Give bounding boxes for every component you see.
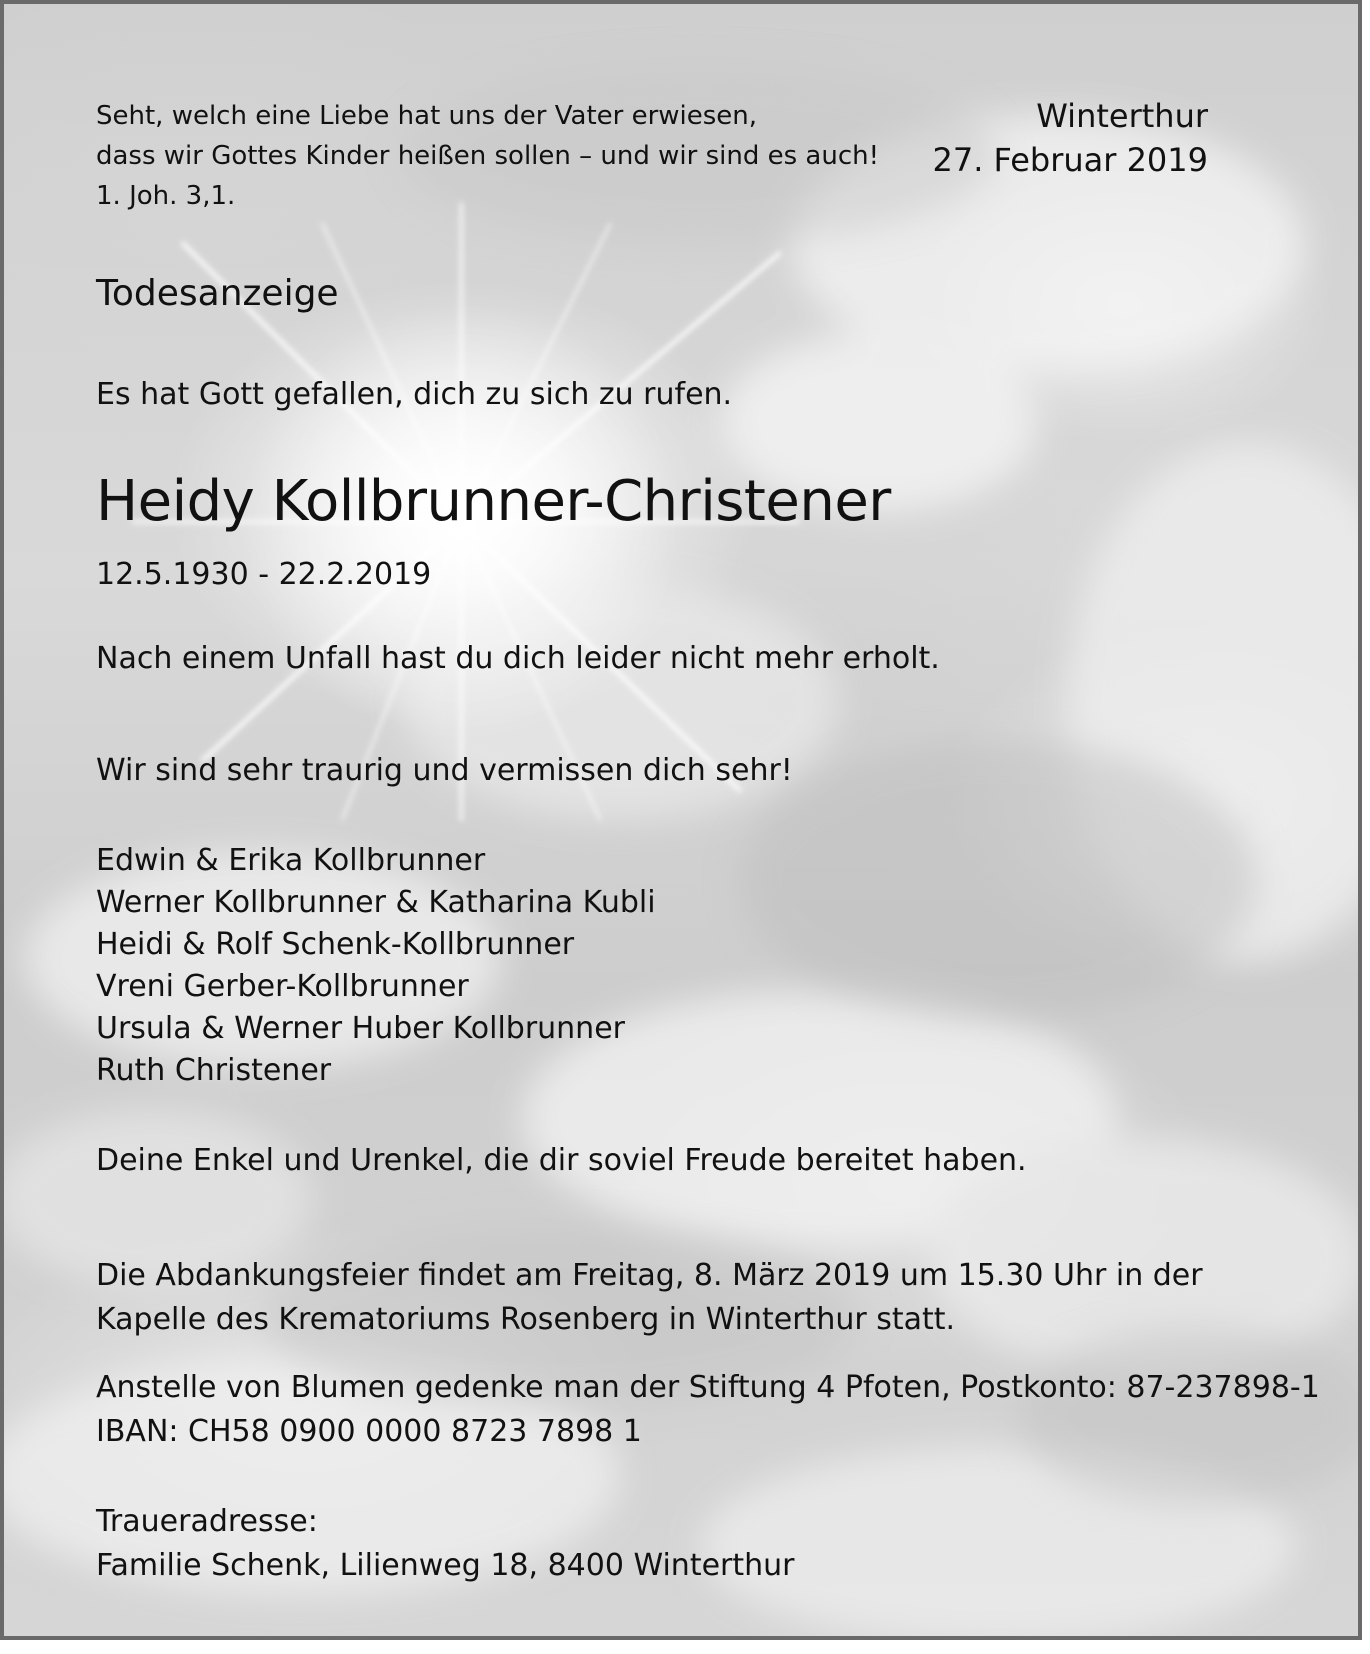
family-member: Edwin & Erika Kollbrunner xyxy=(96,843,486,878)
life-dates: 12.5.1930 - 22.2.2019 xyxy=(96,557,432,592)
grandchildren-text: Deine Enkel und Urenkel, die dir soviel Freude bereitet haben. xyxy=(96,1143,1027,1178)
verse-line-1: Seht, welch eine Liebe hat uns der Vater erwiesen, xyxy=(96,101,758,131)
address-label: Traueradresse: xyxy=(96,1504,318,1539)
accident-text: Nach einem Unfall hast du dich leider nicht mehr erholt. xyxy=(96,641,940,676)
family-member: Werner Kollbrunner & Katharina Kubli xyxy=(96,885,656,920)
notice-date: 27. Februar 2019 xyxy=(932,141,1208,179)
intro-text: Es hat Gott gefallen, dich zu sich zu rufen. xyxy=(96,377,733,412)
place-and-date xyxy=(932,94,1208,182)
bible-verse xyxy=(96,96,879,216)
deceased-name: Heidy Kollbrunner-Christener xyxy=(96,469,891,534)
notice-heading: Todesanzeige xyxy=(96,273,339,314)
address-value: Familie Schenk, Lilienweg 18, 8400 Winterthur xyxy=(96,1548,795,1583)
donation-iban: IBAN: CH58 0900 0000 8723 7898 1 xyxy=(96,1414,642,1449)
family-member: Vreni Gerber-Kollbrunner xyxy=(96,969,469,1004)
donation-line-1: Anstelle von Blumen gedenke man der Stiftung 4 Pfoten, Postkonto: 87-237898-1 xyxy=(96,1370,1320,1405)
mourning-address xyxy=(96,1500,795,1588)
mourning-text: Wir sind sehr traurig und vermissen dich sehr! xyxy=(96,753,793,788)
family-member: Heidi & Rolf Schenk-Kollbrunner xyxy=(96,927,575,962)
place: Winterthur xyxy=(1036,97,1208,135)
service-info xyxy=(96,1254,1203,1342)
family-member: Ruth Christener xyxy=(96,1053,332,1088)
verse-reference: 1. Joh. 3,1. xyxy=(96,181,236,211)
service-line-1: Die Abdankungsfeier findet am Freitag, 8. März 2019 um 15.30 Uhr in der xyxy=(96,1258,1203,1293)
family-list xyxy=(96,840,656,1092)
verse-line-2: dass wir Gottes Kinder heißen sollen – und wir sind es auch! xyxy=(96,141,880,171)
family-member: Ursula & Werner Huber Kollbrunner xyxy=(96,1011,625,1046)
donation-info xyxy=(96,1366,1320,1454)
service-line-2: Kapelle des Krematoriums Rosenberg in Winterthur statt. xyxy=(96,1302,956,1337)
